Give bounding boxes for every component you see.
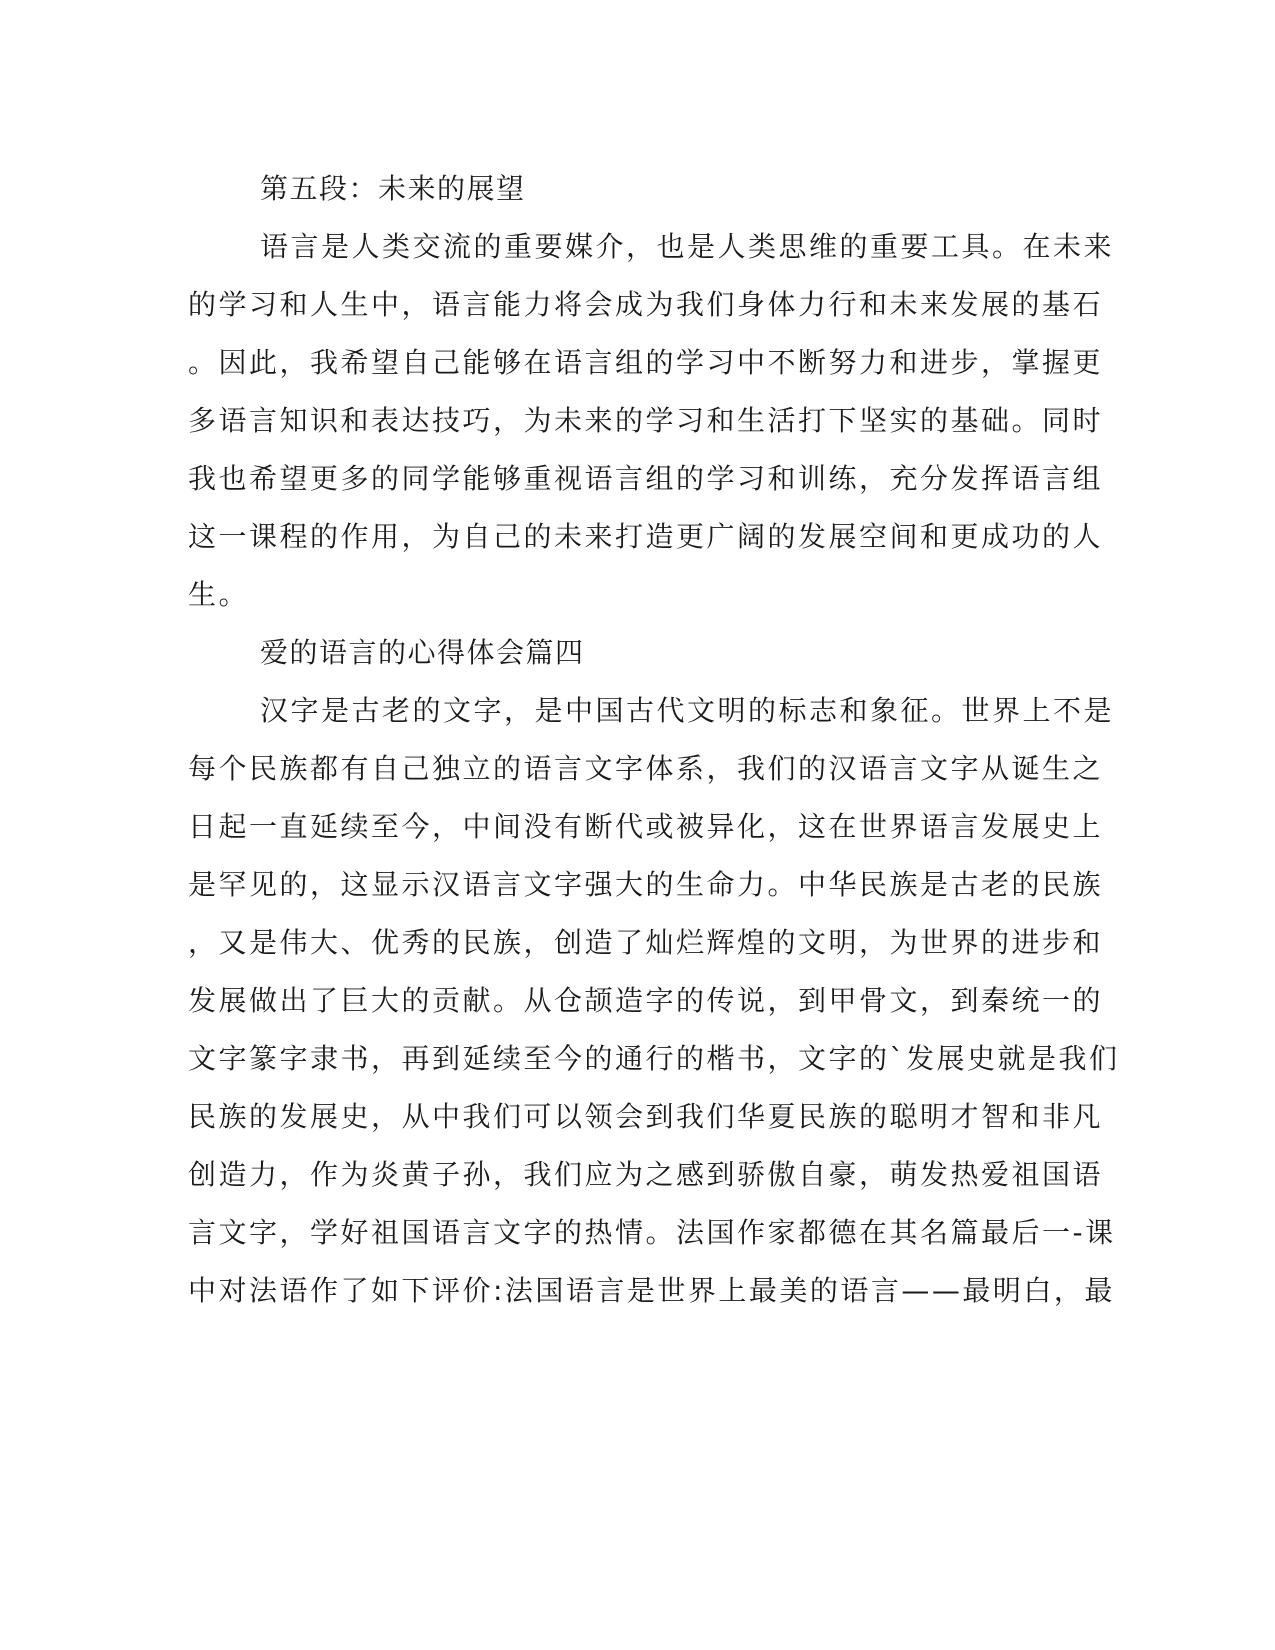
- paragraph-line: 民族的发展史，从中我们可以领会到我们华夏民族的聪明才智和非凡: [188, 1100, 1104, 1133]
- section-heading: 爱的语言的心得体会篇四: [260, 636, 585, 669]
- paragraph-line: 我也希望更多的同学能够重视语言组的学习和训练，充分发挥语言组: [188, 462, 1104, 495]
- paragraph-line: 生。: [188, 578, 250, 611]
- paragraph-line: ，又是伟大、优秀的民族，创造了灿烂辉煌的文明，为世界的进步和: [188, 926, 1104, 959]
- paragraph-line: 中对法语作了如下评价:法国语言是世界上最美的语言——最明白，最: [188, 1274, 1115, 1307]
- paragraph-line: 。因此，我希望自己能够在语言组的学习中不断努力和进步，掌握更: [188, 346, 1104, 379]
- document-body: [188, 160, 1120, 1320]
- paragraph-line: 每个民族都有自己独立的语言文字体系，我们的汉语言文字从诞生之: [188, 752, 1104, 785]
- paragraph-line: 汉字是古老的文字，是中国古代文明的标志和象征。世界上不是: [260, 694, 1115, 727]
- paragraph-line: 创造力，作为炎黄子孙，我们应为之感到骄傲自豪，萌发热爱祖国语: [188, 1158, 1104, 1191]
- paragraph-line: 语言是人类交流的重要媒介，也是人类思维的重要工具。在未来: [260, 230, 1115, 263]
- paragraph: [188, 682, 1120, 1320]
- paragraph-line: 言文字，学好祖国语言文字的热情。法国作家都德在其名篇最后一-课: [188, 1216, 1116, 1249]
- section-heading: 第五段：未来的展望: [260, 172, 526, 205]
- paragraph-line: 的学习和人生中，语言能力将会成为我们身体力行和未来发展的基石: [188, 288, 1104, 321]
- paragraph-line: 这一课程的作用，为自己的未来打造更广阔的发展空间和更成功的人: [188, 520, 1104, 553]
- paragraph-line: 多语言知识和表达技巧，为未来的学习和生活打下坚实的基础。同时: [188, 404, 1104, 437]
- paragraph-line: 发展做出了巨大的贡献。从仓颉造字的传说，到甲骨文，到秦统一的: [188, 984, 1104, 1017]
- paragraph-line: 是罕见的，这显示汉语言文字强大的生命力。中华民族是古老的民族: [188, 868, 1104, 901]
- paragraph-line: 日起一直延续至今，中间没有断代或被异化，这在世界语言发展史上: [188, 810, 1104, 843]
- paragraph-line: 文字篆字隶书，再到延续至今的通行的楷书，文字的`发展史就是我们: [188, 1042, 1120, 1075]
- paragraph: [188, 218, 1115, 624]
